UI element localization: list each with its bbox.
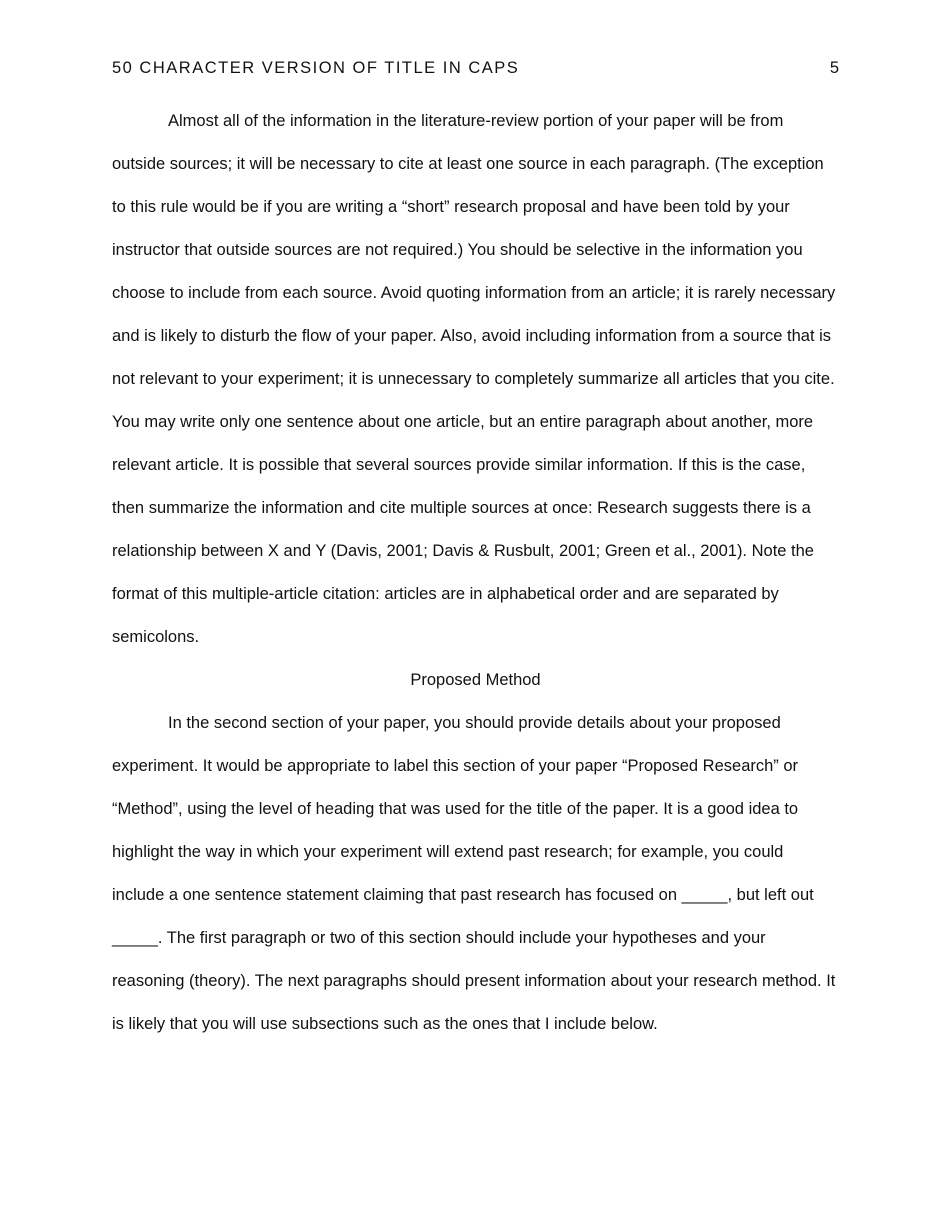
- literature-review-paragraph: Almost all of the information in the literature-review portion of your paper will be from outside sources; it will be necessary to cite at least one source in each paragraph. (The exception to this rule would be if you are writing a “short” research proposal and have been told by your instructor that outside sources are not required.) You should be selective in the information you choose to include from each source. Avoid quoting information from an article; it is rarely necessary and is likely to disturb the flow of your paper. Also, avoid including information from a source that is not relevant to your experiment; it is unnecessary to completely summarize all articles that you cite. You may write only one sentence about one article, but an entire paragraph about another, more relevant article. It is possible that several sources provide similar information. If this is the case, then summarize the information and cite multiple sources at once: Research suggests there is a relationship between X and Y (Davis, 2001; Davis & Rusbult, 2001; Green et al., 2001). Note the format of this multiple-article citation: articles are in alphabetical order and are separated by semicolons.: [112, 112, 836, 646]
- page-number: 5: [829, 59, 839, 77]
- proposed-method-paragraph: In the second section of your paper, you should provide details about your proposed experiment. It would be appropriate to label this section of your paper “Proposed Research” or “Method”, using the level of heading that was used for the title of the paper. It is a good idea to highlight the way in which your experiment will extend past research; for example, you could include a one sentence statement claiming that past research has focused on _____, but left out _____. The first paragraph or two of this section should include your hypotheses and your reasoning (theory). The next paragraphs should present information about your research method. It is likely that you will use subsections such as the ones that I include below.: [112, 714, 836, 1033]
- running-head: [112, 56, 839, 80]
- section-heading-proposed-method: Proposed Method: [410, 671, 541, 689]
- document-body: [112, 100, 839, 1046]
- running-head-title: 50 CHARACTER VERSION OF TITLE IN CAPS: [112, 59, 520, 77]
